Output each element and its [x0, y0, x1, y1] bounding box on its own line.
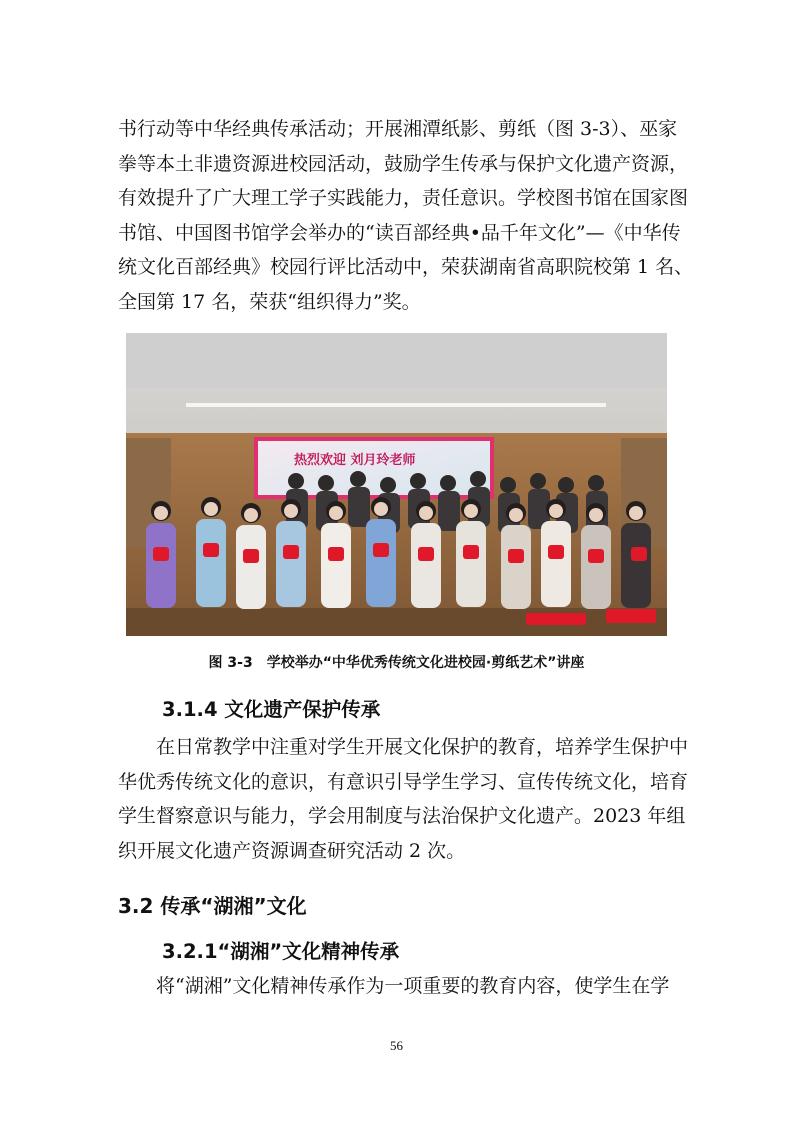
- text-line: 织开展文化遗产资源调查研究活动 2 次。: [118, 839, 466, 862]
- text-line: 全国第 17 名，荣获“组织得力”奖。: [118, 290, 421, 313]
- text-line: 将“湖湘”文化精神传承作为一项重要的教育内容，使学生在学: [156, 975, 670, 997]
- text-line: 拳等本土非遗资源进校园活动，鼓励学生传承与保护文化遗产资源，: [118, 152, 689, 175]
- banner-text: 热烈欢迎 刘月玲老师: [294, 453, 416, 468]
- text-line: 学生督察意识与能力，学会用制度与法治保护文化遗产。2023 年组: [118, 805, 686, 827]
- text-line: 统文化百部经典》校园行评比活动中，荣获湖南省高职院校第 1 名、: [118, 256, 694, 278]
- heading-3-1-4: 3.1.4 文化遗产保护传承: [162, 698, 381, 721]
- text-line: 有效提升了广大理工学子实践能力，责任意识。学校图书馆在国家图: [118, 187, 689, 209]
- paragraph-3-2-1: [118, 969, 678, 1004]
- figure-caption: 图 3-3 学校举办“中华优秀传统文化进校园·剪纸艺术”讲座: [208, 655, 585, 671]
- figure-photo: [126, 333, 667, 636]
- text-line: 书馆、中国图书馆学会举办的“读百部经典•品千年文化”—《中华传: [118, 221, 681, 244]
- heading-3-2: 3.2 传承“湖湘”文化: [118, 894, 307, 918]
- paragraph-3-1-4: [118, 730, 689, 868]
- lecture-photo-illustration: [126, 333, 667, 636]
- text-line: 华优秀传统文化的意识，有意识引导学生学习、宣传传统文化，培育: [118, 770, 689, 793]
- heading-3-2-1: 3.2.1“湖湘”文化精神传承: [162, 940, 400, 963]
- text-line: 在日常教学中注重对学生开展文化保护的教育，培养学生保护中: [156, 736, 689, 758]
- page-number: 56: [390, 1038, 403, 1053]
- paragraph-intro: [118, 112, 694, 319]
- text-line: 书行动等中华经典传承活动；开展湘潭纸影、剪纸（图 3-3）、巫家: [118, 118, 678, 140]
